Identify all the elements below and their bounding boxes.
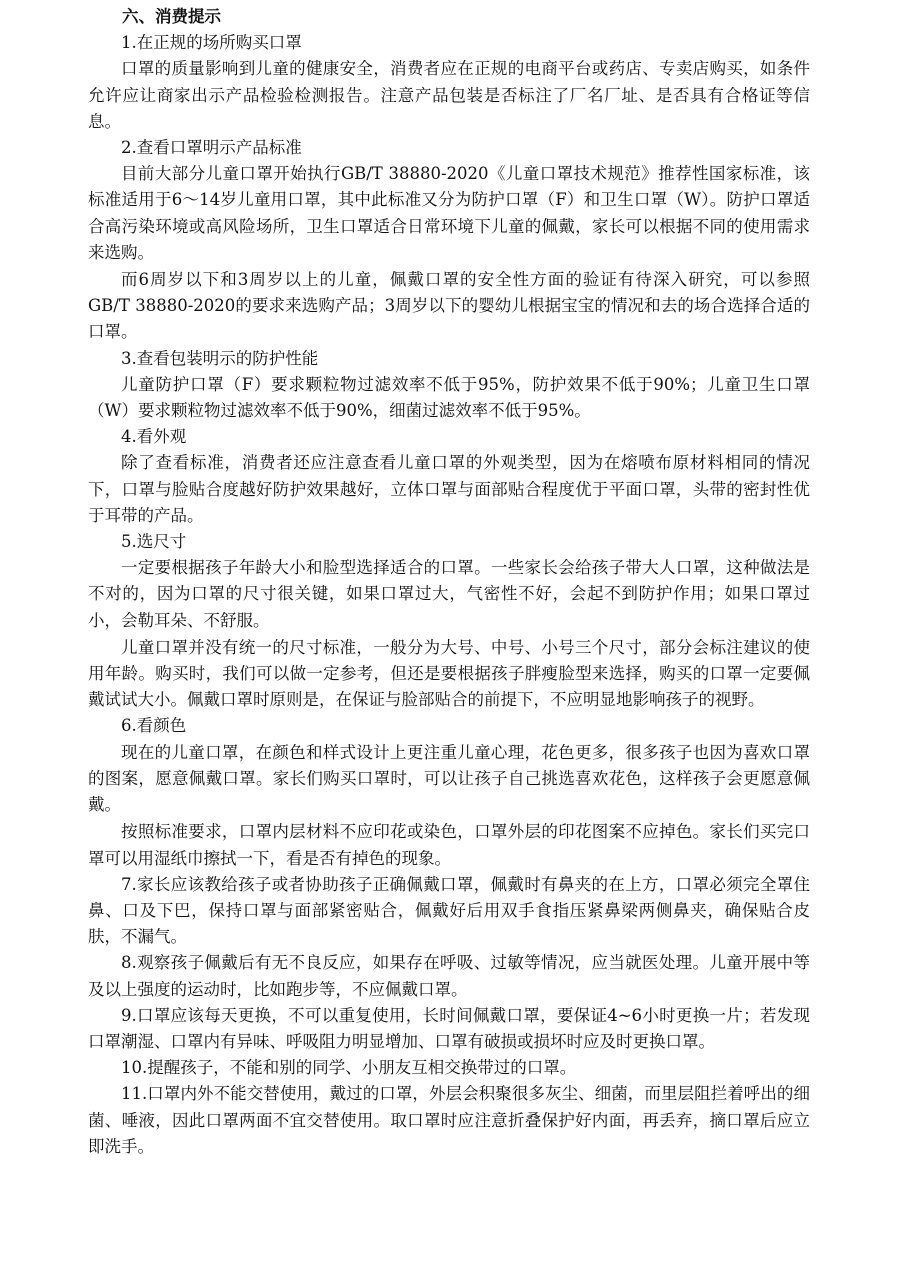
section-title: 六、消费提示: [122, 7, 221, 26]
tip-9: 9.口罩应该每天更换，不可以重复使用，长时间佩戴口罩，要保证4~6小时更换一片；若发现口罩潮湿、口罩内有异味、呼吸阻力明显增加、口罩有破损或损坏时应及时更换口罩。: [88, 1005, 810, 1051]
item-heading-3: 3.查看包装明示的防护性能: [121, 348, 319, 368]
tip-7: 7.家长应该教给孩子或者协助孩子正确佩戴口罩，佩戴时有鼻夹的在上方，口罩必须完全罩住鼻、口及下巴，保持口罩与面部紧密贴合，佩戴好后用双手食指压紧鼻梁两侧鼻夹，确保贴合皮肤，不漏气。: [88, 874, 810, 947]
item-heading-6: 6.看颜色: [121, 716, 187, 736]
item-6-paragraph-1: 现在的儿童口罩，在颜色和样式设计上更注重儿童心理，花色更多，很多孩子也因为喜欢口罩的图案，愿意佩戴口罩。家长们购买口罩时，可以让孩子自己挑选喜欢花色，这样孩子会更愿意佩戴。: [88, 742, 810, 815]
item-4-paragraph: 除了查看标准，消费者还应注意查看儿童口罩的外观类型，因为在熔喷布原材料相同的情况下，口罩与脸贴合度越好防护效果越好，立体口罩与面部贴合程度优于平面口罩，头带的密封性优于耳带的产品。: [88, 453, 810, 525]
item-5-paragraph-1: 一定要根据孩子年龄大小和脸型选择适合的口罩。一些家长会给孩子带大人口罩，这种做法是不对的，因为口罩的尺寸很关键，如果口罩过大，气密性不好，会起不到防护作用；如果口罩过小，会勒耳朵、不舒服。: [88, 558, 810, 630]
item-5-paragraph-2: 儿童口罩并没有统一的尺寸标准，一般分为大号、中号、小号三个尺寸，部分会标注建议的使用年龄。购买时，我们可以做一定参考，但还是要根据孩子胖瘦脸型来选择，购买的口罩一定要佩戴试试大小。佩戴口罩时原则是，在保证与脸部贴合的前提下，不应明显地影响孩子的视野。: [88, 637, 810, 710]
item-6-paragraph-2: 按照标准要求，口罩内层材料不应印花或染色，口罩外层的印花图案不应掉色。家长们买完口罩可以用湿纸巾擦拭一下，看是否有掉色的现象。: [88, 822, 810, 868]
item-heading-2: 2.查看口罩明示产品标准: [121, 138, 302, 158]
item-heading-4: 4.看外观: [121, 427, 187, 447]
item-3-paragraph: 儿童防护口罩（F）要求颗粒物过滤效率不低于95%，防护效果不低于90%；儿童卫生口罩（W）要求颗粒物过滤效率不低于90%，细菌过滤效率不低于95%。: [88, 374, 810, 421]
tip-10: 10.提醒孩子，不能和别的同学、小朋友互相交换带过的口罩。: [121, 1058, 577, 1078]
tip-11: 11.口罩内外不能交替使用，戴过的口罩，外层会积聚很多灰尘、细菌，而里层阻拦着呼出的细菌、唾液，因此口罩两面不宜交替使用。取口罩时应注意折叠保护好内面，再丢弃，摘口罩后应立即洗手。: [88, 1084, 810, 1156]
tip-8: 8.观察孩子佩戴后有无不良反应，如果存在呼吸、过敏等情况，应当就医处理。儿童开展中等及以上强度的运动时，比如跑步等，不应佩戴口罩。: [88, 953, 810, 999]
item-2-paragraph-1: 目前大部分儿童口罩开始执行GB/T 38880-2020《儿童口罩技术规范》推荐性国家标准，该标准适用于6～14岁儿童用口罩，其中此标准又分为防护口罩（F）和卫生口罩（W）。防护口罩适合高污染环境或高风险场所，卫生口罩适合日常环境下儿童的佩戴，家长可以根据不同的使用需求来选购。: [88, 164, 810, 262]
item-heading-5: 5.选尺寸: [121, 532, 187, 552]
item-1-paragraph: 口罩的质量影响到儿童的健康安全，消费者应在正规的电商平台或药店、专卖店购买，如条件允许应让商家出示产品检验检测报告。注意产品包装是否标注了厂名厂址、是否具有合格证等信息。: [88, 59, 810, 131]
item-2-paragraph-2: 而6周岁以下和3周岁以上的儿童，佩戴口罩的安全性方面的验证有待深入研究，可以参照GB/T 38880-2020的要求来选购产品；3周岁以下的婴幼儿根据宝宝的情况和去的场合选择合适的口罩。: [88, 270, 810, 342]
item-heading-1: 1.在正规的场所购买口罩: [121, 33, 302, 53]
